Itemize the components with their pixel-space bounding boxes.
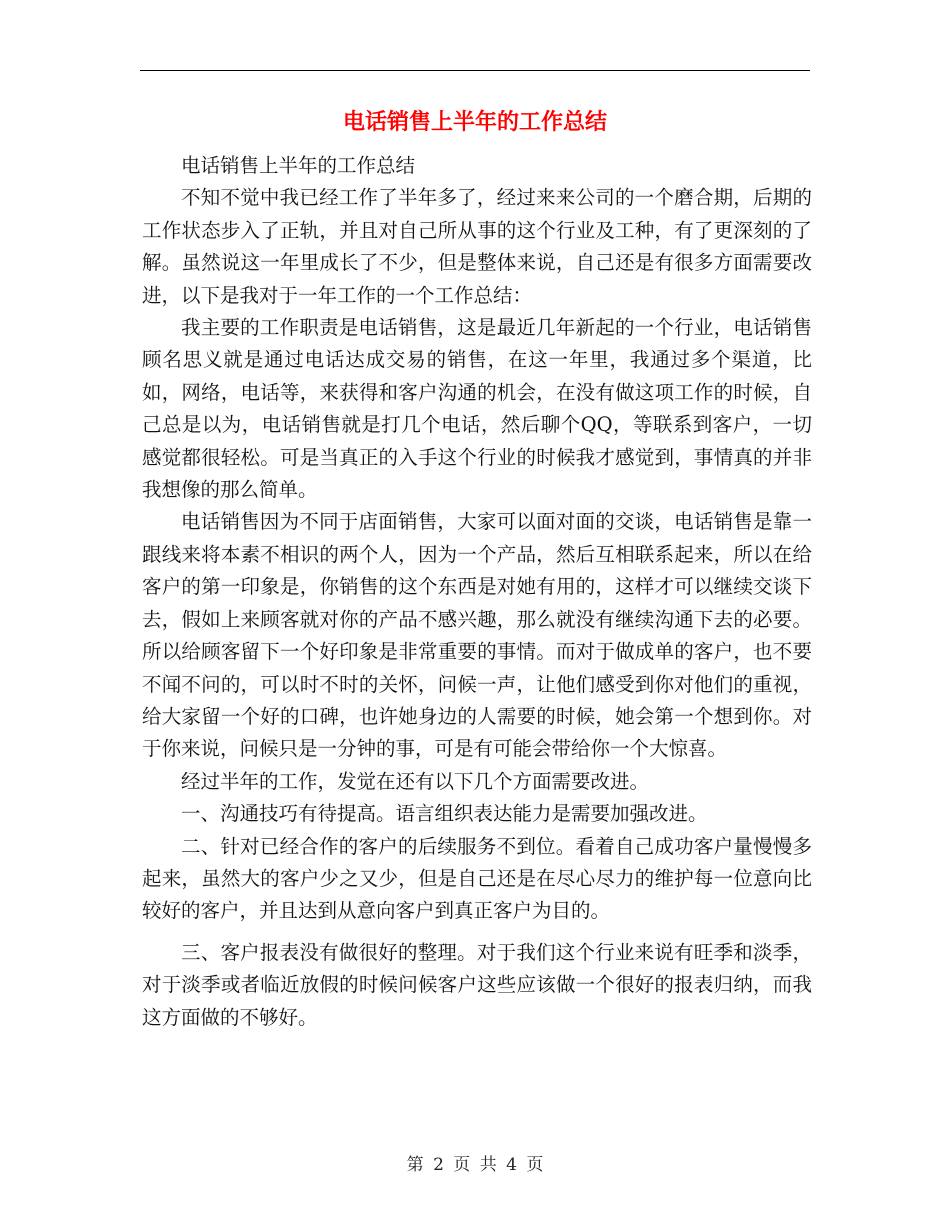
page-number: 第 2 页 共 4 页 <box>406 1155 544 1175</box>
header-rule <box>140 70 810 71</box>
body-paragraph-duties: 我主要的工作职责是电话销售，这是最近几年新起的一个行业，电话销售顾名思义就是通过电话达成交易的销售，在这一年里，我通过多个渠道，比如，网络，电话等，来获得和客户沟通的机会，在没有做这项工作的时候，自己总是以为，电话销售就是打几个电话，然后聊个QQ，等联系到客户，一切感觉都很轻松。可是当真正的入手这个行业的时候我才感觉到，事情真的并非我想像的那么简单。 <box>142 316 812 502</box>
document-title: 电话销售上半年的工作总结 <box>342 110 607 135</box>
body-paragraph-item-1: 一、沟通技巧有待提高。语言组织表达能力是需要加强改进。 <box>181 802 708 826</box>
body-paragraph-phone-sales: 电话销售因为不同于店面销售，大家可以面对面的交谈，电话销售是靠一跟线来将本素不相识的两个人，因为一个产品，然后互相联系起来，所以在给客户的第一印象是，你销售的这个东西是对她有用的，这样才可以继续交谈下去，假如上来顾客就对你的产品不感兴趣，那么就没有继续沟通下去的必要。所以给顾客留下一个好印象是非常重要的事情。而对于做成单的客户，也不要不闻不问的，可以时不时的关怀，问候一声，让他们感受到你对他们的重视，给大家留一个好的口碑，也许她身边的人需要的时候，她会第一个想到你。对于你来说，问候只是一分钟的事，可是有可能会带给你一个大惊喜。 <box>142 510 812 761</box>
body-paragraph-subtitle: 电话销售上半年的工作总结 <box>181 154 416 177</box>
document-body <box>142 150 812 1034</box>
body-paragraph-item-3: 三、客户报表没有做很好的整理。对于我们这个行业来说有旺季和淡季，对于淡季或者临近放假的时候问候客户这些应该做一个很好的报表归纳，而我这方面做的不够好。 <box>142 940 812 1029</box>
body-paragraph-intro: 不知不觉中我已经工作了半年多了，经过来来公司的一个磨合期，后期的工作状态步入了正轨，并且对自己所从事的这个行业及工种，有了更深刻的了解。虽然说这一年里成长了不少，但是整体来说，自己还是有很多方面需要改进，以下是我对于一年工作的一个工作总结： <box>142 186 812 307</box>
body-paragraph-item-2: 二、针对已经合作的客户的后续服务不到位。看着自己成功客户量慢慢多起来，虽然大的客户少之又少，但是自己还是在尽心尽力的维护每一位意向比较好的客户，并且达到从意向客户到真正客户为目的。 <box>142 834 812 923</box>
body-paragraph-improvements: 经过半年的工作，发觉在还有以下几个方面需要改进。 <box>181 769 650 793</box>
